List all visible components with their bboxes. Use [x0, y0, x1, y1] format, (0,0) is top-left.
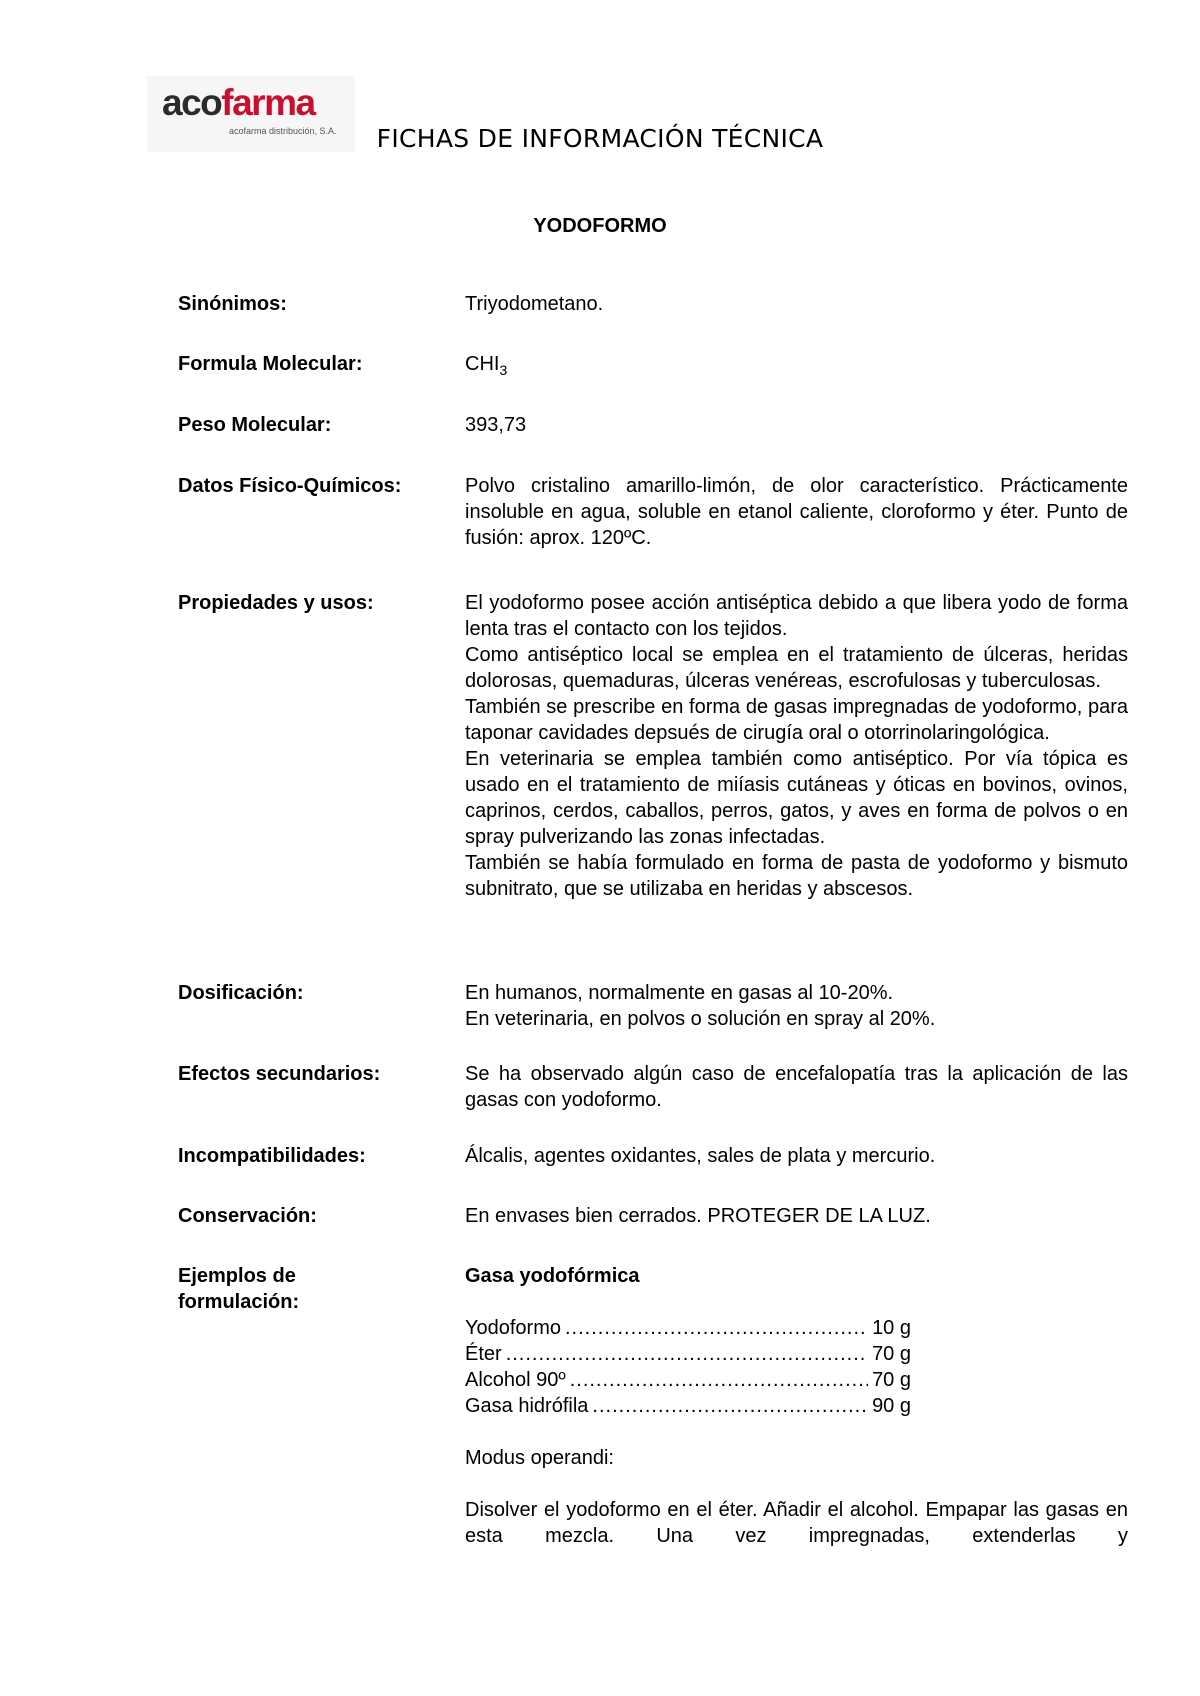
field-value: Triyodometano.	[465, 293, 604, 315]
ingredient-row	[465, 1341, 911, 1367]
field-value	[465, 590, 1128, 902]
label-line: formulación:	[178, 1291, 300, 1313]
field-label: Peso Molecular:	[178, 414, 332, 436]
product-name: YODOFORMO	[533, 215, 667, 237]
field-label: Dosificación:	[178, 982, 304, 1004]
logo-wordmark	[162, 84, 315, 121]
label-line: Ejemplos de	[178, 1265, 296, 1287]
ingredient-name: Gasa hidrófila	[465, 1395, 589, 1417]
ingredient-row	[465, 1367, 911, 1393]
field-label	[178, 1263, 448, 1315]
field-label: Conservación:	[178, 1205, 317, 1227]
paragraph: También se había formulado en forma de pasta de yodoformo y bismuto subnitrato, que se utilizaba en heridas y abscesos.	[465, 852, 1128, 900]
field-label: Formula Molecular:	[178, 353, 363, 375]
field-label: Efectos secundarios:	[178, 1063, 381, 1085]
paragraph: También se prescribe en forma de gasas impregnadas de yodoformo, para taponar cavidades depsués de cirugía oral o otorrinolaringológica.	[465, 696, 1128, 744]
dose-line: En veterinaria, en polvos o solución en spray al 20%.	[465, 1008, 936, 1030]
ingredient-amount: 90 g	[872, 1395, 911, 1417]
field-value: 393,73	[465, 414, 527, 436]
field-label: Propiedades y usos:	[178, 592, 374, 614]
leader-dots	[506, 1341, 868, 1367]
document-title: FICHAS DE INFORMACIÓN TÉCNICA	[376, 124, 824, 153]
formula-title: Gasa yodofórmica	[465, 1265, 640, 1287]
field-value	[465, 351, 1128, 383]
field-label: Sinónimos:	[178, 293, 287, 315]
ingredient-name: Éter	[465, 1343, 502, 1365]
field-value: Polvo cristalino amarillo-limón, de olor característico. Prácticamente insoluble en agua, soluble en etanol caliente, cloroformo y éter. Punto de fusión: aprox. 120ºC.	[465, 475, 1128, 549]
leader-dots	[592, 1393, 868, 1419]
formula-main: CHI	[465, 353, 500, 375]
field-value	[465, 980, 1128, 1032]
ingredient-amount: 70 g	[872, 1343, 911, 1365]
ingredient-amount: 10 g	[872, 1317, 911, 1339]
logo-word-aco: aco	[162, 82, 222, 123]
paragraph: En veterinaria se emplea también como antiséptico. Por vía tópica es usado en el tratamiento de miíasis cutáneas y óticas en bovinos, ovinos, caprinos, cerdos, caballos, perros, gatos, y aves en forma de polvos o en spray pulverizando las zonas infectadas.	[465, 748, 1128, 848]
leader-dots	[565, 1315, 868, 1341]
field-value: Se ha observado algún caso de encefalopatía tras la aplicación de las gasas con yodoformo.	[465, 1063, 1128, 1111]
paragraph: Como antiséptico local se emplea en el tratamiento de úlceras, heridas dolorosas, quemaduras, úlceras venéreas, escrofulosas y tuberculosas.	[465, 644, 1128, 692]
dose-line: En humanos, normalmente en gasas al 10-20%.	[465, 982, 894, 1004]
ingredient-name: Yodoformo	[465, 1317, 561, 1339]
field-value	[465, 1263, 1128, 1549]
paragraph: El yodoformo posee acción antiséptica debido a que libera yodo de forma lenta tras el contacto con los tejidos.	[465, 592, 1128, 640]
field-value: En envases bien cerrados. PROTEGER DE LA LUZ.	[465, 1205, 931, 1227]
modus-operandi-label: Modus operandi:	[465, 1447, 614, 1469]
logo-word-farma: farma	[221, 82, 315, 123]
logo-subtitle: acofarma distribución, S.A.	[229, 126, 337, 136]
ingredient-name: Alcohol 90º	[465, 1369, 566, 1391]
field-label: Datos Físico-Químicos:	[178, 475, 402, 497]
ingredient-row	[465, 1315, 911, 1341]
formula-subscript: 3	[499, 362, 508, 378]
field-label: Incompatibilidades:	[178, 1145, 366, 1167]
field-value: Álcalis, agentes oxidantes, sales de plata y mercurio.	[465, 1145, 936, 1167]
modus-operandi-text: Disolver el yodoformo en el éter. Añadir el alcohol. Empapar las gasas en esta mezcla. Una vez impregnadas, extenderlas y	[465, 1499, 1128, 1547]
ingredient-amount: 70 g	[872, 1369, 911, 1391]
ingredient-row	[465, 1393, 911, 1419]
leader-dots	[570, 1367, 868, 1393]
